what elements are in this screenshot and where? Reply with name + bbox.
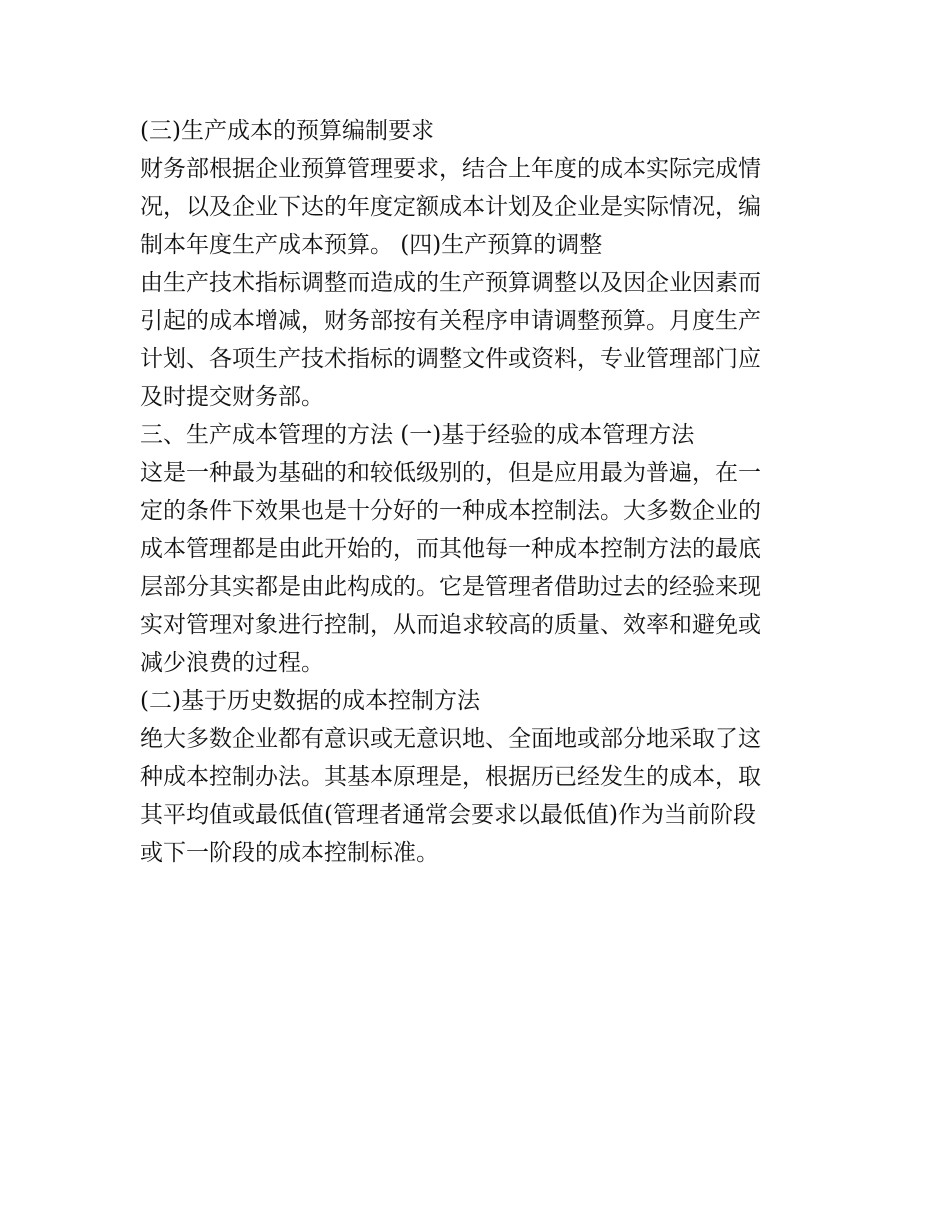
paragraph-line: 或下一阶段的成本控制标准。 <box>140 840 439 866</box>
section-heading-budget-requirements: (三)生产成本的预算编制要求 <box>140 118 434 144</box>
paragraph-line: 减少浪费的过程。 <box>140 650 324 676</box>
paragraph-line: 实对管理对象进行控制，从而追求较高的质量、效率和避免或 <box>140 612 761 638</box>
paragraph-line: 及时提交财务部。 <box>140 384 324 410</box>
paragraph-line: 成本管理都是由此开始的，而其他每一种成本控制方法的最底 <box>140 536 761 562</box>
paragraph-line: 财务部根据企业预算管理要求，结合上年度的成本实际完成情 <box>140 156 761 182</box>
paragraph-line: 引起的成本增减，财务部按有关程序申请调整预算。月度生产 <box>140 308 761 334</box>
paragraph-line: 况，以及企业下达的年度定额成本计划及企业是实际情况，编 <box>140 194 761 220</box>
paragraph-line: 种成本控制办法。其基本原理是，根据历已经发生的成本，取 <box>140 764 761 790</box>
paragraph-line: 定的条件下效果也是十分好的一种成本控制法。大多数企业的 <box>140 498 761 524</box>
paragraph-line: 层部分其实都是由此构成的。它是管理者借助过去的经验来现 <box>140 574 761 600</box>
section-heading-historical-data-method: (二)基于历史数据的成本控制方法 <box>140 688 480 714</box>
paragraph-line: 由生产技术指标调整而造成的生产预算调整以及因企业因素而 <box>140 270 761 296</box>
paragraph-line: 制本年度生产成本预算。 (四)生产预算的调整 <box>140 232 603 258</box>
paragraph-line: 计划、各项生产技术指标的调整文件或资料，专业管理部门应 <box>140 346 761 372</box>
document-body <box>140 112 812 872</box>
paragraph-line: 这是一种最为基础的和较低级别的，但是应用最为普遍，在一 <box>140 460 761 486</box>
paragraph-line: 绝大多数企业都有意识或无意识地、全面地或部分地采取了这 <box>140 726 761 752</box>
paragraph-line: 其平均值或最低值(管理者通常会要求以最低值)作为当前阶段 <box>140 802 756 828</box>
section-heading-cost-management-methods: 三、生产成本管理的方法 (一)基于经验的成本管理方法 <box>140 422 695 448</box>
